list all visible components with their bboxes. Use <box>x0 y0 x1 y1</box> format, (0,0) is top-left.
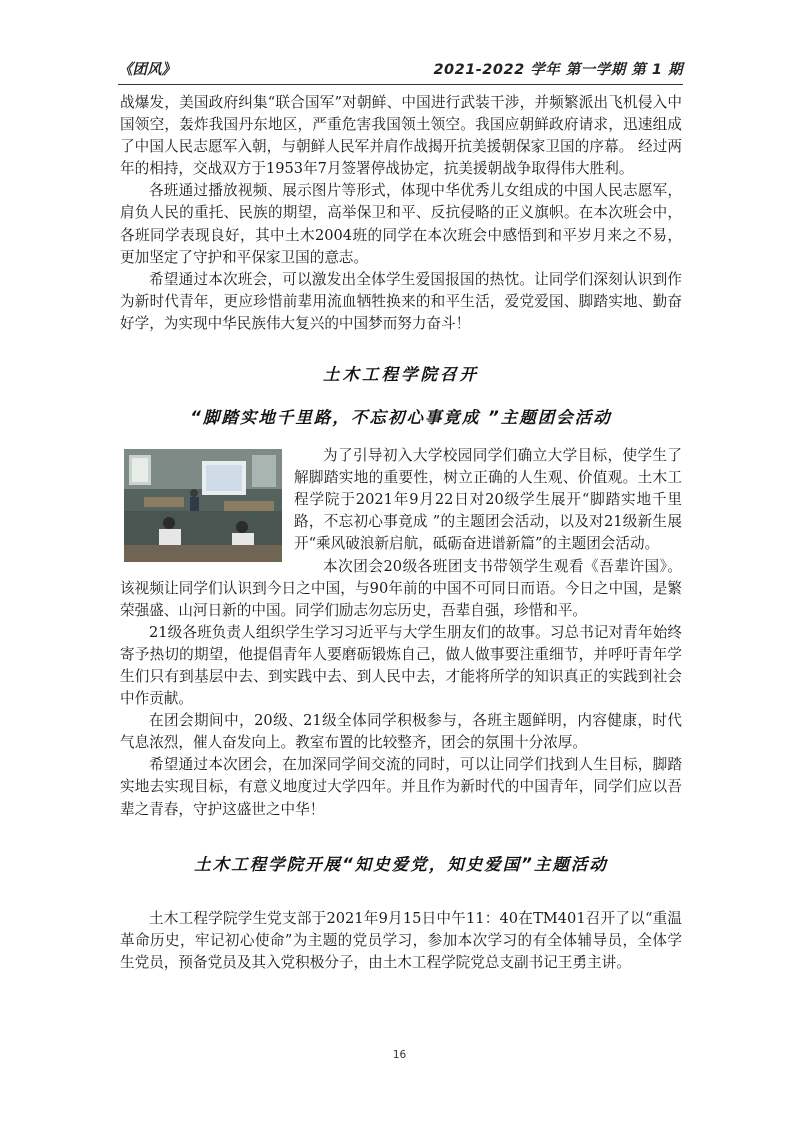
paragraph-6: 在团会期间中，20级、21级全体同学积极参与，各班主题鲜明，内容健康，时代气息浓烈，催人奋发向上。教室布置的比较整齐，团会的氛围十分浓厚。 <box>120 712 682 752</box>
section3-title: 土木工程学院开展“知史爱党，知史爱国”主题活动 <box>194 854 608 874</box>
paragraph-7: 希望通过本次团会，在加深同学间交流的同时，可以让同学们找到人生目标，脚踏实地去实现目标，有意义地度过大学四年。并且作为新时代的中国青年，同学们应以吾辈之青春，守护这盛世之中华！ <box>120 756 682 818</box>
section-title-line1: 土木工程学院召开 <box>323 365 479 385</box>
section-title-line2: “脚踏实地千里路，不忘初心事竟成 ”主题团会活动 <box>190 408 612 428</box>
issue-info: 2021-2022 学年 第一学期 第 1 期 <box>433 62 683 78</box>
page-number: 16 <box>392 1049 407 1061</box>
intro-with-photo <box>120 445 682 555</box>
paragraph-2: 各班通过播放视频、展示图片等形式，体现中华优秀儿女组成的中国人民志愿军，肩负人民的重托、民族的期望，高举保卫和平、反抗侵略的正义旗帜。在本次班会中，各班同学表现良好，其中土木2004班的同学在本次班会中感悟到和平岁月来之不易，更加坚定了守护和平保家卫国的意志。 <box>120 182 682 266</box>
paragraph-8: 土木工程学院学生党支部于2021年9月15日中午11：40在TM401召开了以“重温革命历史，牢记初心使命”为主题的党员学习，参加本次学习的有全体辅导员，全体学生党员，预备党员及其入党积极分子，由土木工程学院党总支副书记王勇主讲。 <box>120 909 682 971</box>
paragraph-5: 21级各班负责人组织学生学习习近平与大学生朋友们的故事。习总书记对青年始终寄予热切的期望，他提倡青年人要磨砺锻炼自己，做人做事要注重细节，并呼吁青年学生们只有到基层中去、到实践中去、到人民中去，才能将所学的知识真正的实践到社会中作贡献。 <box>120 623 682 708</box>
paragraph-3: 希望通过本次班会，可以激发出全体学生爱国报国的热忱。让同学们深刻认识到作为新时代青年，更应珍惜前辈用流血牺牲换来的和平生活，爱党爱国、脚踏实地、勤奋好学，为实现中华民族伟大复兴的中国梦而努力奋斗！ <box>120 270 682 332</box>
photo-icon <box>124 449 282 562</box>
page-header <box>118 58 683 82</box>
classroom-photo <box>124 449 282 562</box>
intro-paragraph: 为了引导初入大学校园同学们确立大学目标，使学生了解脚踏实地的重要性，树立正确的人生观、价值观。土木工程学院于2021年9月22日对20级学生展开“脚踏实地千里路，不忘初心事竟成 ”的主题团会活动，以及对21级新生展开“乘风破浪新启航，砥砺奋进谱新篇”的主题团会活动。 <box>294 447 682 553</box>
journal-name: 《团风》 <box>118 62 176 78</box>
article-body <box>120 92 682 974</box>
header-divider <box>118 84 683 85</box>
paragraph-1: 战爆发，美国政府纠集“联合国军”对朝鲜、中国进行武装干涉，并频繁派出飞机侵入中国领空，轰炸我国丹东地区，严重危害我国领土领空。我国应朝鲜政府请求，迅速组成了中国人民志愿军入朝，与朝鲜人民军并肩作战揭开抗美援朝保家卫国的序幕。 经过两年的相持，交战双方于1953年7月签署停战协定，抗美援朝战争取得伟大胜利。 <box>120 94 682 178</box>
paragraph-4: 本次团会20级各班团支书带领学生观看《吾辈许国》。该视频让同学们认识到今日之中国，与90年前的中国不可同日而语。今日之中国，是繁荣强盛、山河日新的中国。同学们励志勿忘历史，吾辈自强，珍惜和平。 <box>120 557 682 619</box>
